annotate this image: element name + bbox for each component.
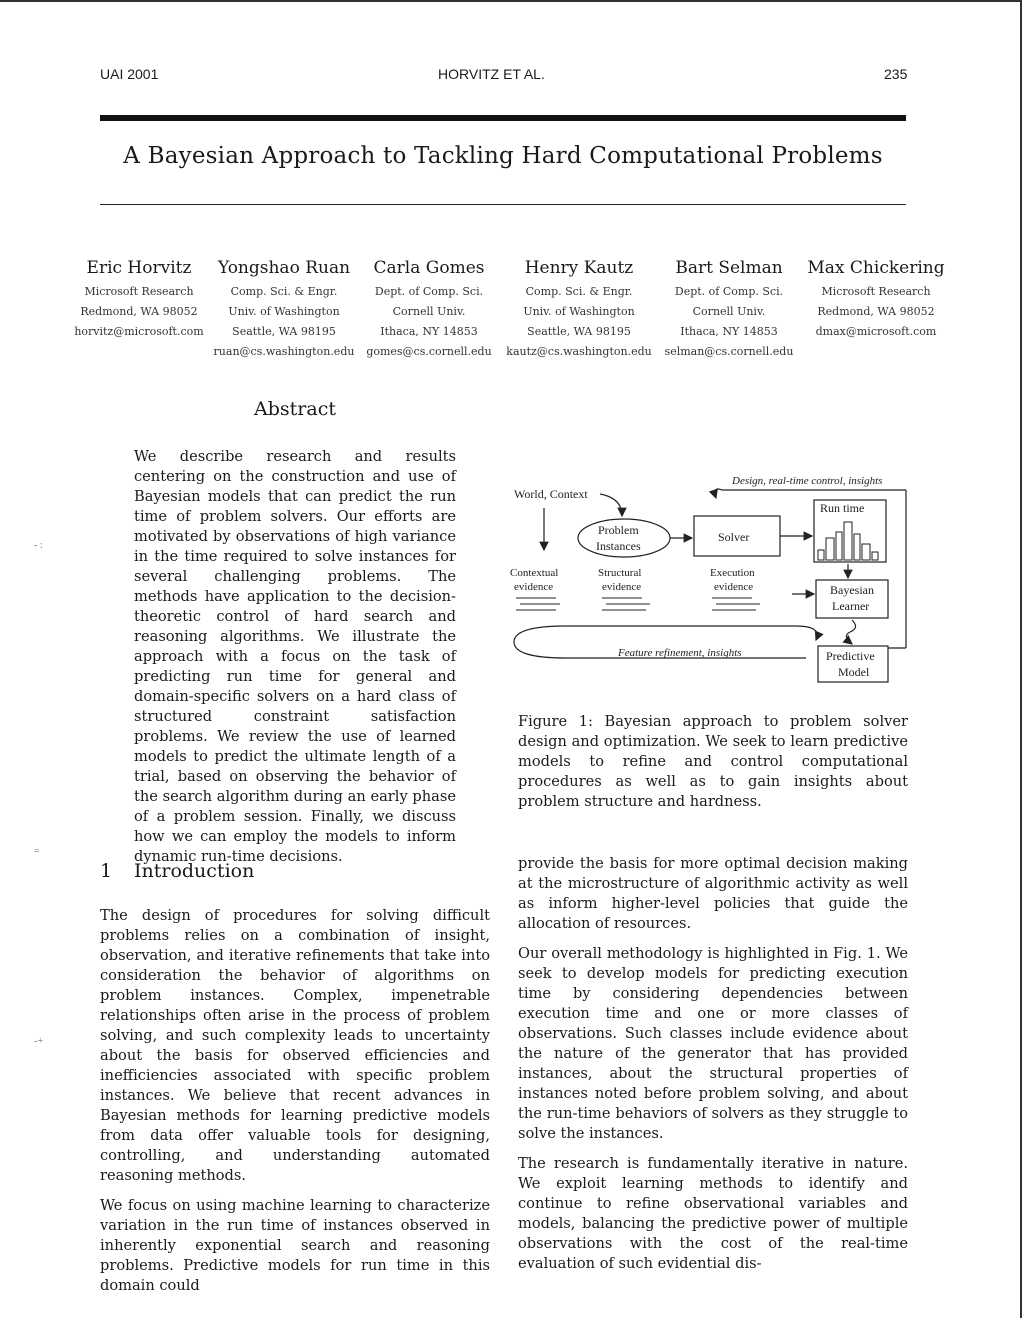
author-address-2: Seattle, WA 98195 xyxy=(527,325,631,338)
author-name: Eric Horvitz xyxy=(86,258,192,278)
scan-margin-mark: -+ xyxy=(34,1036,43,1047)
author-address: Cornell Univ. xyxy=(392,305,466,318)
author-1 xyxy=(64,258,214,342)
author-address-2: Ithaca, NY 14853 xyxy=(680,325,778,338)
intro-right-paragraph-1: provide the basis for more optimal decision making at the microstructure of algorithmic activity as well as inform higher-level policies that guide the allocation of resources. xyxy=(518,855,908,932)
predictive-model-label-2: Model xyxy=(838,665,870,679)
section-1-heading xyxy=(100,860,254,882)
execution-evidence-label-2: evidence xyxy=(714,581,754,593)
contextual-evidence-label-2: evidence xyxy=(514,581,554,593)
intro-paragraph-1: The design of procedures for solving difficult problems relies on a combination of insight, observation, and iterative refinements that take into consideration the behavior of algorithms on problem instances. Complex, impenetrable relationships often arise in the process of problem solving, and such complexity leads to uncertainty about the basis for observed efficiencies and inefficiencies associated with specific problem instances. We believe that recent advances in Bayesian methods for learning predictive models from data offer valuable tools for designing, controlling, and understanding automated reasoning methods. xyxy=(100,907,490,1184)
design-label: Design, real-time control, insights xyxy=(732,475,883,487)
author-affiliation: Dept. of Comp. Sci. xyxy=(674,285,784,298)
author-3 xyxy=(354,258,504,362)
structural-evidence-label-2: evidence xyxy=(602,581,642,593)
author-address: Univ. of Washington xyxy=(228,305,340,318)
run-time-histogram xyxy=(818,522,878,560)
author-email: selman@cs.cornell.edu xyxy=(664,345,794,358)
world-context-label: World, Context xyxy=(514,487,588,501)
author-address-2: Seattle, WA 98195 xyxy=(232,325,336,338)
abstract-text: We describe research and results centering on the construction and use of Bayesian models that can predict the run time of problem solvers. Our efforts are motivated by observations of high variance in the time required to solve instances for several challenging problems. The methods have application to the decision-theoretic control of hard search and reasoning algorithms. We illustrate the approach with a focus on the task of predicting run time for general and domain-specific solvers on a hard class of structured constraint satisfaction problems. We review the use of learned models to predict the ultimate length of a trial, based on observing the behavior of the search algorithm during an early phase of a problem session. Finally, we discuss how we can employ the models to inform dynamic run-time decisions. xyxy=(134,448,456,865)
predictive-model-label-1: Predictive xyxy=(826,649,875,663)
author-5 xyxy=(654,258,804,362)
author-address-2: Ithaca, NY 14853 xyxy=(380,325,478,338)
author-affiliation: Microsoft Research xyxy=(821,285,931,298)
author-affiliation: Comp. Sci. & Engr. xyxy=(230,285,338,298)
section-title: Introduction xyxy=(134,860,255,882)
author-email: ruan@cs.washington.edu xyxy=(213,345,355,358)
abstract-heading: Abstract xyxy=(254,398,336,420)
section-number: 1 xyxy=(100,860,113,882)
problem-instances-label-2: Instances xyxy=(596,539,641,553)
intro-right-paragraph-2: Our overall methodology is highlighted in Fig. 1. We seek to develop models for predicting execution time by considering dependencies between execution time and one or more classes of observations. Such classes include evidence about the nature of the generator that has provided instances, about the structural properties of instances noted before problem solving, and about the run-time behaviors of solvers as they struggle to solve the instances. xyxy=(518,945,908,1142)
author-name: Bart Selman xyxy=(675,258,783,278)
run-time-label: Run time xyxy=(820,501,865,515)
intro-left-column xyxy=(100,906,490,1296)
author-email: kautz@cs.washington.edu xyxy=(506,345,652,358)
title-rule-top xyxy=(100,115,906,121)
solver-label: Solver xyxy=(718,530,750,544)
author-address: Univ. of Washington xyxy=(523,305,635,318)
author-address: Cornell Univ. xyxy=(692,305,766,318)
header-running-title: HORVITZ ET AL. xyxy=(438,66,545,82)
intro-right-column xyxy=(518,854,908,1274)
header-venue: UAI 2001 xyxy=(100,66,159,82)
author-4 xyxy=(504,258,654,362)
author-name: Carla Gomes xyxy=(373,258,485,278)
intro-paragraph-2: We focus on using machine learning to characterize variation in the run time of instances observed in inherently exponential search and reasoning problems. Predictive models for run time in this domain could xyxy=(100,1197,490,1294)
author-email: dmax@microsoft.com xyxy=(815,325,937,338)
feedback-arrow-to-solver xyxy=(715,489,722,498)
feature-refinement-label: Feature refinement, insights xyxy=(618,647,742,659)
author-email: gomes@cs.cornell.edu xyxy=(366,345,492,358)
author-affiliation: Dept. of Comp. Sci. xyxy=(374,285,484,298)
header-page-number: 235 xyxy=(884,66,908,82)
author-address: Redmond, WA 98052 xyxy=(80,305,198,318)
author-address: Redmond, WA 98052 xyxy=(817,305,935,318)
evidence-lines xyxy=(516,598,760,610)
figure-1-caption: Figure 1: Bayesian approach to problem solver design and optimization. We seek to learn predictive models to refine and control computational procedures as well as to gain insights about problem structure and hardness. xyxy=(518,713,908,810)
scan-margin-mark: = xyxy=(34,846,40,857)
bayesian-learner-label-1: Bayesian xyxy=(830,583,874,597)
author-name: Yongshao Ruan xyxy=(217,258,351,278)
learner-to-model-arrow xyxy=(846,620,855,644)
title-rule-bottom xyxy=(100,204,906,205)
author-email: horvitz@microsoft.com xyxy=(74,325,204,338)
author-2 xyxy=(209,258,359,362)
author-6 xyxy=(800,258,952,342)
author-name: Max Chickering xyxy=(807,258,945,278)
structural-evidence-label-1: Structural xyxy=(598,567,642,579)
figure-1-diagram xyxy=(506,470,916,690)
paper-title: A Bayesian Approach to Tackling Hard Computational Problems xyxy=(123,143,883,169)
intro-right-paragraph-3: The research is fundamentally iterative in nature. We exploit learning methods to identify and continue to refine observational variables and models, balancing the predictive power of multiple observations with the cost of the real-time evaluation of such evidential dis- xyxy=(518,1155,908,1272)
scan-margin-mark: - : xyxy=(34,540,43,551)
execution-evidence-label-1: Execution xyxy=(710,567,755,579)
problem-instances-label-1: Problem xyxy=(598,523,639,537)
author-name: Henry Kautz xyxy=(524,258,634,278)
author-affiliation: Comp. Sci. & Engr. xyxy=(525,285,633,298)
contextual-evidence-label-1: Contextual xyxy=(510,567,559,579)
context-to-instances-arrow xyxy=(600,494,622,516)
author-affiliation: Microsoft Research xyxy=(84,285,194,298)
bayesian-learner-label-2: Learner xyxy=(832,599,870,613)
